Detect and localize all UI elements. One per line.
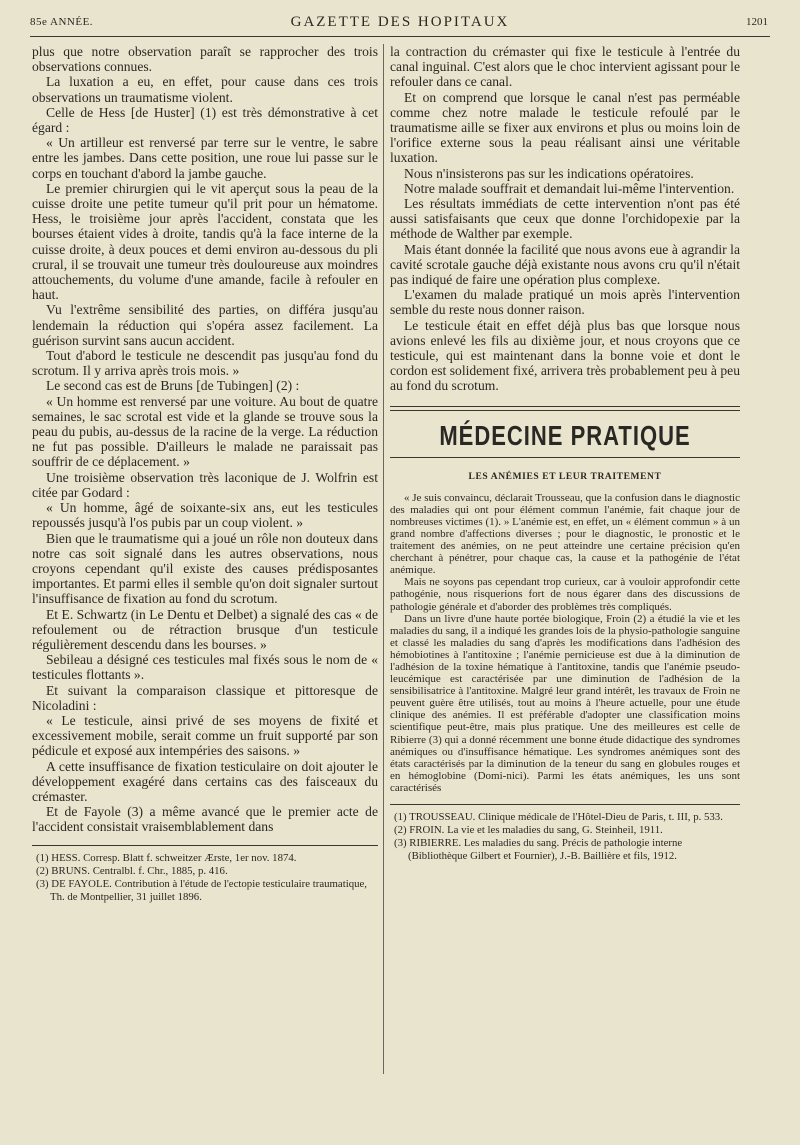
column-divider — [383, 44, 384, 1074]
paragraph: Vu l'extrême sensibilité des parties, on différa jusqu'au lendemain la réduction qui s'opéra assez facilement. La guérison survint sans aucun accident. — [32, 302, 378, 348]
paragraph: Notre malade souffrait et demandait lui-même l'intervention. — [404, 180, 735, 196]
paragraph: Le premier chirurgien qui le vit aperçut sous la peau de la cuisse droite une petite tumeur qu'il prit pour un hématome. Hess, le troisième jour après l'accident, constata que les bourses étaient vides à droite, tandis qu'à la face interne de la cuisse droite, à deux pouces et demi environ au-dessous du pli crural, il se trouvait une tumeur très douloureuse aux moindres attouchements, du volume d'une amande, facile à refouler en haut. — [32, 180, 378, 303]
paragraph: « Le testicule, ainsi privé de ses moyens de fixité et excessivement mobile, serait comme un fruit supporté par son pédicule et exposé aux intempéries des saisons. » — [32, 712, 378, 759]
page-header — [30, 12, 770, 37]
paragraph: Une troisième observation très laconique de J. Wolfrin est citée par Godard : — [32, 469, 378, 500]
paragraph: Dans un livre d'une haute portée biologique, Froin (2) a étudié la vie et les maladies du sang, il a indiqué les grandes lois de la physio-pathologie sanguine et classé les maladies du sang d'après les modifications dans l'adhésion des hémobiotines à l'antitoxine ; l'anémie pernicieuse est due à la diminution de l'adhésion de la toxine hématique à l'antitoxine, tandis que l'anémie pseudo-leucémique est caractérisée par une diminution de l'adhésion de la sensibilisatrice à l'antitoxine. Malgré leur grand intérêt, les travaux de Froin ne peuvent guère être utilisés, tout au moins à l'heure actuelle, pour une étude clinique des anémies. Il est préférable d'adopter une classification moins scientifique peut-être, mais plus pratique. Une des meilleures est celle de Ribierre (3) qui a donné récemment une bonne étude didactique des syndromes anémiques ou d'insuffisance hématique. Les syndromes anémiques sont des états caractérisés par la diminution de la teneur du sang en globules rouges et en hémoglobine (Domi-nici). Parmi les états anémiques, les uns sont caractérisés — [390, 612, 740, 794]
article-body — [390, 492, 740, 794]
paragraph: Nous n'insisterons pas sur les indications opératoires. — [404, 165, 694, 181]
paragraph: Mais ne soyons pas cependant trop curieux, car à vouloir approfondir cette pathogénie, nous risquerions fort de nous égarer dans des discussions de pathologie générale et d'aborder des problèmes très compliqués. — [390, 576, 740, 613]
paragraph: Et on comprend que lorsque le canal n'est pas perméable comme chez notre malade le testicule refoulé par le traumatisme aille se fixer aux environs et plus ou moins loin de l'orifice externe sous la peau réalisant ainsi une véritable luxation. — [390, 89, 740, 166]
footnote: (2) FROIN. La vie et les maladies du sang, G. Steinheil, 1911. — [394, 824, 663, 837]
footnote-separator — [390, 804, 740, 805]
paragraph: Les résultats immédiats de cette intervention n'ont pas été aussi satisfaisants que ceux que donne l'orchidopexie par la méthode de Walther par exemple. — [390, 196, 740, 242]
section-title: MÉDECINE PRATIQUE — [439, 419, 691, 451]
paragraph: L'examen du malade pratiqué un mois après l'intervention semble du reste nous donner raison. — [390, 287, 740, 318]
footnote: (1) TROUSSEAU. Clinique médicale de l'Hôtel-Dieu de Paris, t. III, p. 533. — [394, 811, 723, 824]
paragraph: plus que notre observation paraît se rapprocher des trois observations connues. — [32, 44, 378, 75]
footnote: (2) BRUNS. Centralbl. f. Chr., 1885, p. 416. — [36, 864, 228, 877]
paragraph: « Je suis convaincu, déclarait Trousseau, que la confusion dans le diagnostic des maladies qui ont pour élément commun l'anémie, fait chaque jour de nombreuses victimes (1). » L'anémie est, en effet, un « élément commun » à un grand nombre d'affections diverses ; pour le diagnostic, le pronostic et le traitement des anémies, on ne peut atteindre une certaine précision qu'en cherchant à pénétrer, pour chaque cas, la cause et la pathogénie de l'état anémique. — [390, 491, 740, 577]
paragraph: « Un artilleur est renversé par terre sur le ventre, le sabre entre les jambes. Dans cette position, une roue lui passe sur le corps en touchant d'abord la jambe gauche. — [32, 135, 378, 181]
left-column — [32, 44, 378, 904]
article-subtitle: LES ANÉMIES ET LEUR TRAITEMENT — [468, 471, 662, 482]
paragraph: « Un homme, âgé de soixante-six ans, eut les testicules repoussés jusqu'à l'os pubis par un coup violent. » — [32, 500, 378, 531]
section-rule — [390, 406, 740, 411]
paragraph: La luxation a eu, en effet, pour cause dans ces trois observations un traumatisme violent. — [32, 74, 378, 105]
paragraph: Mais étant donnée la facilité que nous avons eue à agrandir la cavité scrotale gauche déjà existante nous avons cru qu'il n'était pas indiqué de faire une opération plus complexe. — [390, 241, 740, 288]
paragraph: Et E. Schwartz (in Le Dentu et Delbet) a signalé des cas « de refoulement ou de rétraction brusque d'un testicule régulièrement descendu dans les bourses. » — [32, 606, 378, 652]
paragraph: Celle de Hess [de Huster] (1) est très démonstrative à cet égard : — [32, 104, 378, 136]
footnote: (3) DE FAYOLE. Contribution à l'étude de l'ectopie testiculaire traumatique, Th. de Montpellier, 31 juillet 1896. — [36, 877, 368, 903]
paragraph: « Un homme est renversé par une voiture. Au bout de quatre semaines, le sac scrotal est vide et la glande se trouve sous la peau du pubis, au-dessus de la racine de la verge. La réduction ne fut pas possible. D'ailleurs le malade ne paraissait pas souffrir de ce déplacement. » — [32, 393, 378, 470]
footnote: (3) RIBIERRE. Les maladies du sang. Précis de pathologie interne (Bibliothèque Gilbert et Fournier), J.-B. Baillière et fils, 1912. — [394, 837, 683, 863]
header-volume: 85e ANNÉE. — [30, 16, 94, 28]
right-column — [390, 44, 740, 863]
footnote: (1) HESS. Corresp. Blatt f. schweitzer Ærste, 1er nov. 1874. — [36, 851, 297, 864]
paragraph: Bien que le traumatisme qui a joué un rôle non douteux dans notre cas soit signalé dans les autres observations, nous croyons cependant qu'il existe des causes prédisposantes importantes. Et parmi elles il semble qu'on doit signaler surtout l'insuffisance de fixation au fond du scrotum. — [32, 530, 378, 607]
paragraph: Le second cas est de Bruns [de Tubingen] (2) : — [46, 378, 300, 394]
paragraph: Et de Fayole (3) a même avancé que le premier acte de l'accident consistait vraisemblablement dans — [32, 804, 378, 835]
header-title: GAZETTE DES HOPITAUX — [290, 14, 510, 30]
paragraph: Et suivant la comparaison classique et pittoresque de Nicoladini : — [32, 682, 378, 713]
paragraph: A cette insuffisance de fixation testiculaire on doit ajouter le développement exagéré dans certains cas des faisceaux du crémaster. — [32, 758, 378, 804]
paragraph: la contraction du crémaster qui fixe le testicule à l'entrée du canal inguinal. C'est alors que le choc intervient agissant pour le refouler dans ce canal. — [390, 44, 740, 90]
paragraph: Tout d'abord le testicule ne descendit pas jusqu'au fond du scrotum. Il y arriva après trois mois. » — [32, 348, 378, 379]
header-page-number: 1201 — [746, 16, 768, 28]
paragraph: Sebileau a désigné ces testicules mal fixés sous le nom de « testicules flottants ». — [32, 652, 378, 683]
paragraph: Le testicule était en effet déjà plus bas que lorsque nous avions enlevé les fils au dixième jour, et nous croyons que ce testicule, qui est maintenant dans la bonne voie et dont le cordon est solidement fixé, arrivera très probablement peu à peu au fond du scrotum. — [390, 317, 740, 394]
section-rule-thin — [390, 457, 740, 458]
footnote-separator — [32, 845, 378, 846]
